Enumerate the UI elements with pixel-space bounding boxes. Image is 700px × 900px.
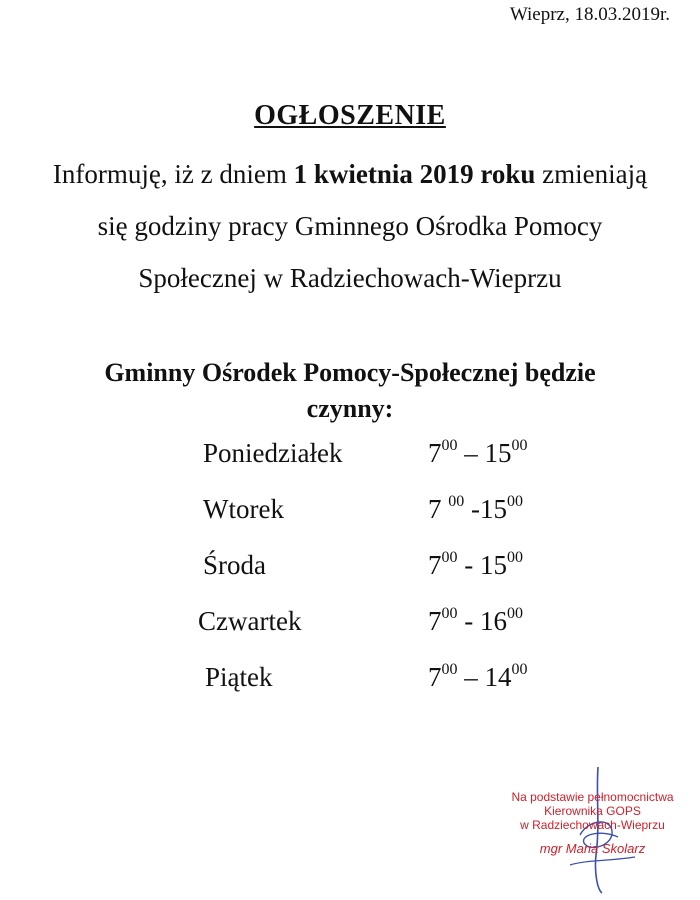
day-label: Poniedziałek (203, 438, 343, 468)
notice-intro (0, 148, 700, 304)
notice-title: OGŁOSZENIE (254, 100, 446, 131)
schedule-row (0, 438, 700, 494)
day-label: Środa (203, 550, 266, 580)
intro-line-3: Społecznej w Radziechowach-Wieprzu (138, 263, 562, 293)
hours-value: $7^{00} - 16^{00}$ (428, 605, 523, 636)
stamp-line-3: w Radziechowach-Wieprzu (520, 818, 665, 832)
schedule-table (0, 438, 700, 718)
day-label: Piątek (205, 662, 273, 692)
hours-value: $7^{00} - 14^{00}$ (428, 661, 528, 692)
schedule-heading-line-1: Gminny Ośrodek Pomocy-Społecznej będzie (104, 358, 596, 387)
day-label: Czwartek (198, 606, 302, 636)
hours-value: $7^{00} - 15^{00}$ (428, 437, 528, 468)
stamp-name: mgr Maria Skolarz (539, 841, 646, 856)
effective-date: 1 kwietnia 2019 roku (293, 159, 536, 189)
stamp-line-1: Na podstawie pełnomocnictwa (511, 790, 674, 804)
schedule-row (0, 662, 700, 718)
official-stamp (490, 790, 695, 856)
schedule-heading-line-2: czynny: (306, 394, 394, 423)
hours-value: 7 $^{00}$ $-15^{00}$ (428, 493, 523, 524)
schedule-heading (0, 355, 700, 427)
schedule-row (0, 550, 700, 606)
intro-line-2: się godziny pracy Gminnego Ośrodka Pomocy (97, 211, 603, 241)
hours-value: $7^{00} - 15^{00}$ (428, 549, 523, 580)
document-date: Wieprz, 18.03.2019r. (509, 4, 670, 25)
intro-line-1: Informuję, iż z dniem 1 kwietnia 2019 roku zmieniają (52, 159, 648, 189)
day-label: Wtorek (203, 494, 284, 524)
schedule-row (0, 494, 700, 550)
stamp-line-2: Kierownika GOPS (544, 804, 641, 818)
schedule-row (0, 606, 700, 662)
